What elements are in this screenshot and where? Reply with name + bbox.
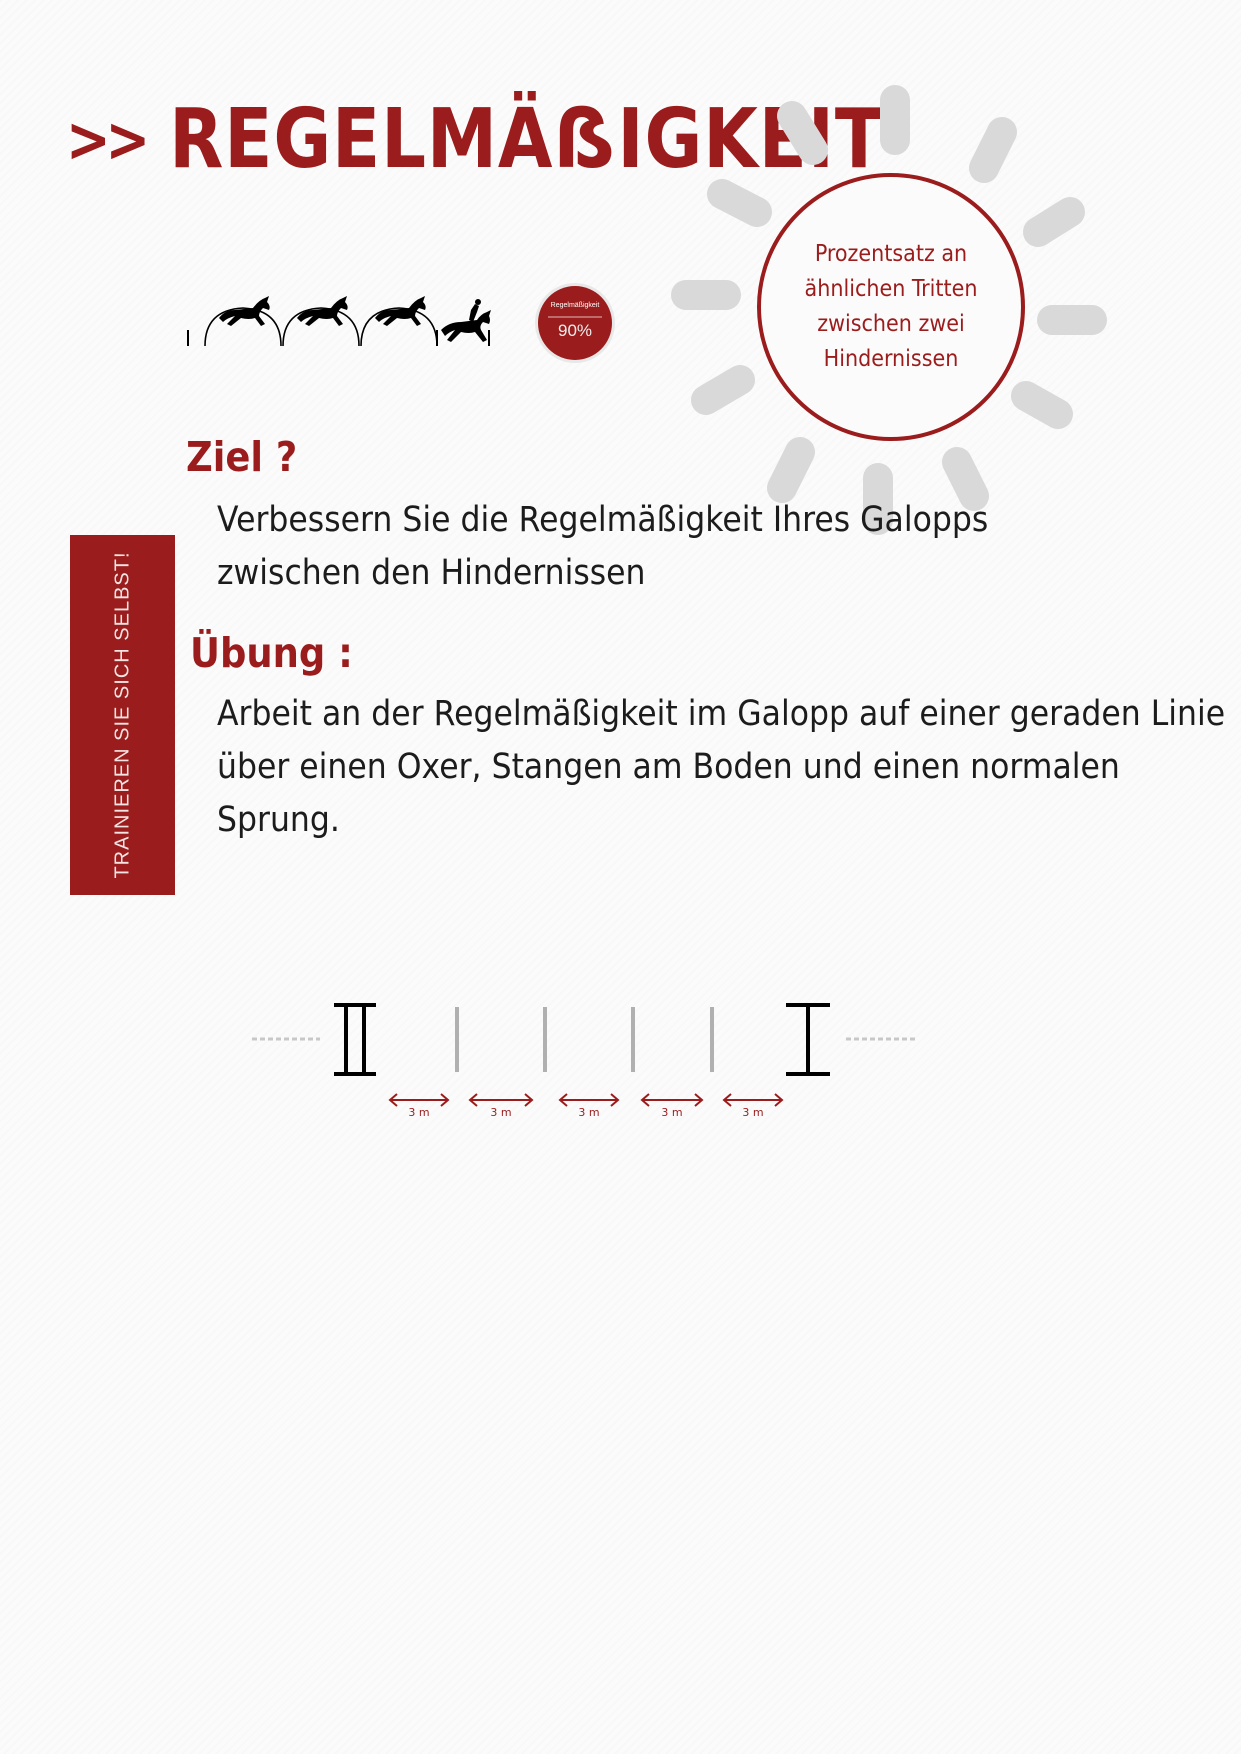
sun-ray <box>1038 212 1070 232</box>
distance-label: 3 m <box>408 1106 430 1119</box>
sun-ray <box>722 194 757 212</box>
exercise-text: Arbeit an der Regelmäßigkeit im Galopp auf einer geraden Linie über einen Oxer, Stangen am Boden und einen normalen Sprung. <box>217 694 1226 840</box>
chevron-right-icon: >> <box>66 103 146 176</box>
distance-label: 3 m <box>661 1106 683 1119</box>
exercise-heading: Übung : <box>190 629 353 677</box>
sun-ray <box>706 380 740 400</box>
badge-label: Regelmäßigkeit <box>550 302 600 309</box>
vertical-jump-icon <box>786 1005 830 1074</box>
sun-ray <box>792 116 813 150</box>
side-banner <box>70 535 175 895</box>
distance-arrow-icon <box>724 1094 782 1106</box>
page-title-text: REGELMÄẞIGKEIT <box>169 92 884 187</box>
distance-label: 3 m <box>742 1106 764 1119</box>
sun-ray <box>957 462 974 496</box>
definition-text: Prozentsatz an ähnlichen Tritten zwischen zwei Hindernissen <box>804 241 978 372</box>
horse-strides-illustration <box>185 290 505 360</box>
distance-arrow-icon <box>390 1094 448 1106</box>
course-diagram <box>240 990 940 1130</box>
distance-label: 3 m <box>490 1106 512 1119</box>
sun-ray <box>984 132 1002 168</box>
regularity-badge <box>538 286 612 360</box>
side-banner-text: TRAINIEREN SIE SICH SELBST! <box>111 551 133 879</box>
sun-ray <box>782 452 800 488</box>
distance-arrow-icon <box>642 1094 702 1106</box>
oxer-icon <box>334 1005 376 1074</box>
definition-circle <box>757 173 1025 441</box>
distance-arrow-icon <box>470 1094 532 1106</box>
badge-value: 90% <box>557 321 593 340</box>
distance-arrow-icon <box>560 1094 618 1106</box>
distance-label: 3 m <box>578 1106 600 1119</box>
goal-heading: Ziel ? <box>186 433 298 481</box>
goal-text: Verbessern Sie die Regelmäßigkeit Ihres Galopps zwischen den Hindernissen <box>217 500 989 593</box>
sun-ray <box>1026 396 1058 414</box>
badge-divider <box>548 316 602 318</box>
horse-rider-icon <box>441 299 491 342</box>
